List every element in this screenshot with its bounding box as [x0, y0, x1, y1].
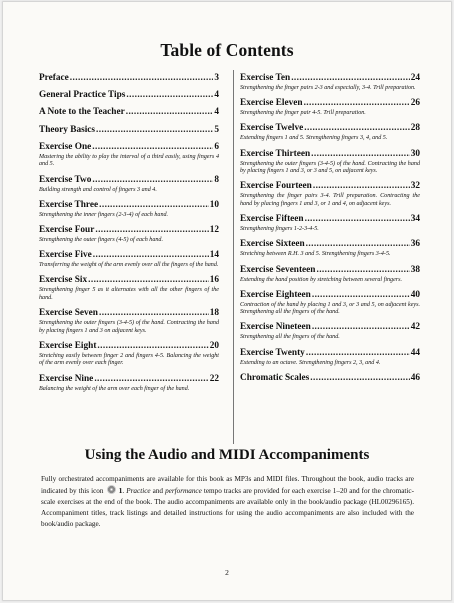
dot-leader: [306, 239, 410, 250]
toc-entry[interactable]: [240, 73, 420, 93]
toc-entry-title: Exercise Sixteen: [240, 239, 305, 250]
toc-entry-title: Preface: [39, 73, 69, 83]
audio-text-part: tempo tracks are provided for each exercise 1–20 and for the chromatic-scale exercises at the end of the book. The audio accompaniments are available only in the book/audio package (HL00296165). Accompaniment titles, track listings and detailed instructions for using the audio accompaniments are also included with the book/audio package.: [41, 486, 415, 528]
toc-entry-row: [39, 275, 219, 286]
toc-entry-page: 18: [209, 308, 219, 319]
toc-entry-description: Strengthening finger 5 as it alternates with all the other fingers of the hand.: [39, 287, 219, 301]
dot-leader: [70, 73, 214, 84]
toc-entry-page: 4: [214, 90, 219, 101]
toc-entry-title: Exercise Two: [39, 174, 92, 185]
toc-entry-row: [39, 374, 219, 385]
toc-entry-row: [240, 265, 420, 276]
toc-entry[interactable]: [240, 98, 420, 118]
toc-entry-title: Exercise Eleven: [240, 98, 303, 109]
audio-section-title: Using the Audio and MIDI Accompaniments: [84, 447, 370, 463]
toc-entry-row: [240, 322, 420, 333]
toc-entry-page: 24: [410, 73, 420, 83]
toc-entry-row: [39, 90, 219, 101]
toc-entry-row: [39, 125, 219, 136]
toc-entry[interactable]: [39, 200, 219, 220]
dot-leader: [92, 142, 213, 153]
dot-leader: [312, 290, 410, 301]
toc-entry[interactable]: [39, 90, 219, 101]
toc-entry-description: Transferring the weight of the arm evenly over all the fingers of the hand.: [39, 262, 219, 269]
toc-entry-row: [39, 107, 219, 118]
toc-entry-row: [240, 73, 420, 84]
toc-entry-page: 16: [209, 275, 219, 286]
toc-entry-description: Contraction of the hand by placing 1 and 3, or 3 and 5, on adjacent keys. Strengthening all the fingers of the hand.: [240, 301, 420, 316]
dot-leader: [95, 225, 208, 236]
dot-leader: [126, 90, 213, 101]
toc-entry-title: Chromatic Scales: [240, 372, 310, 383]
toc-entry[interactable]: [240, 322, 420, 342]
toc-entry-page: 4: [214, 107, 219, 118]
toc-entry-row: [240, 239, 420, 250]
toc-entry-row: [39, 175, 219, 186]
toc-entry-description: Mastering the ability to play the interval of a third easily, using fingers 4 and 5.: [39, 153, 219, 168]
toc-entry-title: A Note to the Teacher: [39, 107, 125, 118]
toc-entry-title: Exercise Seventeen: [240, 264, 316, 275]
toc-entry-description: Strengthening the outer fingers (3-4-5) of the hand. Contracting the hand by placing fingers 1 and 3 on adjacent keys.: [39, 320, 219, 334]
toc-entry[interactable]: [39, 175, 219, 195]
toc-entry-page: 34: [410, 214, 420, 225]
toc-entry-row: [240, 290, 420, 301]
toc-entry-title: Exercise Twelve: [240, 123, 304, 134]
toc-entry-title: Exercise Fifteen: [240, 214, 304, 225]
toc-entry-page: 3: [214, 73, 219, 83]
toc-entry-title: Exercise Three: [39, 199, 99, 210]
toc-entry-title: Exercise One: [39, 141, 92, 152]
toc-entry[interactable]: [240, 373, 420, 384]
track-number: 1: [118, 485, 123, 495]
toc-entry-title: Exercise Five: [39, 250, 92, 261]
toc-entry-title: Exercise Nine: [39, 373, 94, 384]
toc-entry-description: Strengthening the finger pairs 2-3 and especially, 3-4. Trill preparation.: [240, 85, 416, 91]
dot-leader: [313, 181, 410, 192]
toc-entry-page: 36: [410, 239, 420, 250]
toc-left-column: [39, 73, 219, 399]
toc-entry-page: 12: [209, 224, 219, 235]
dot-leader: [316, 265, 409, 276]
performance-term: performance: [165, 486, 202, 495]
toc-entry-description: Strengthening the outer fingers (4-5) of each hand.: [39, 236, 163, 243]
toc-entry-page: 30: [410, 148, 420, 159]
dot-leader: [306, 348, 410, 359]
toc-entry[interactable]: [39, 73, 219, 84]
toc-entry-description: Strengthening the finger pairs 3-4. Trill preparation. Contracting the hand by placing fingers 1 and 3, or 1 and 4, on adjacent keys.: [240, 193, 420, 207]
toc-entry-row: [240, 123, 420, 134]
audio-section-text: [41, 474, 414, 530]
toc-entry-description: Stretching between R.H. 3 and 5. Strengthening fingers 3-4-5.: [240, 251, 391, 258]
toc-entry[interactable]: [39, 374, 219, 394]
toc-entry-title: Exercise Eight: [39, 340, 97, 351]
toc-entry-title: Theory Basics: [39, 124, 96, 135]
audio-text-part: and: [150, 486, 166, 495]
toc-entry-page: 5: [214, 124, 219, 135]
toc-entry[interactable]: [39, 275, 219, 302]
toc-entry-description: Extending to an octave. Strengthening fingers 2, 3, and 4.: [240, 359, 381, 366]
toc-entry-description: Strengthening the inner fingers (2-3-4) of each hand.: [39, 211, 169, 218]
toc-entry-title: Exercise Ten: [240, 73, 291, 83]
toc-entry-row: [240, 348, 420, 359]
toc-title: Table of Contents: [160, 40, 294, 60]
toc-entry[interactable]: [39, 341, 219, 368]
toc-entry-row: [240, 373, 420, 384]
page-number: 2: [225, 568, 229, 577]
toc-entry[interactable]: [39, 225, 219, 245]
toc-entry[interactable]: [240, 123, 420, 143]
toc-entry-row: [240, 181, 420, 192]
toc-entry-page: 8: [214, 174, 219, 185]
dot-leader: [88, 275, 209, 286]
toc-entry-title: Exercise Thirteen: [240, 148, 311, 159]
toc-entry-title: Exercise Eighteen: [240, 289, 311, 300]
toc-entry[interactable]: [240, 239, 420, 259]
practice-term: Practice: [126, 486, 151, 495]
dot-leader: [99, 200, 209, 211]
toc-entry-title: Exercise Nineteen: [240, 322, 311, 333]
toc-entry-row: [240, 214, 420, 225]
audio-text-part: Fully orchestrated accompaniments are available for this book as MP3s and MIDI files. Throughout the book, audio tracks are indicated by this icon: [41, 475, 414, 495]
toc-entry-description: Extending fingers 1 and 5. Strengthening fingers 3, 4, and 5.: [240, 135, 388, 142]
toc-right-column: [240, 73, 420, 390]
toc-entry-row: [39, 341, 219, 352]
toc-entry-row: [39, 250, 219, 261]
audio-text-part: .: [122, 486, 127, 495]
toc-entry-row: [240, 98, 420, 109]
toc-entry-page: 44: [410, 347, 420, 358]
dot-leader: [126, 107, 214, 118]
toc-entry-description: Stretching easily between finger 2 and fingers 4-5. Balancing the weight of the arm evenly over each finger.: [39, 352, 219, 367]
toc-entry-description: Strengthening the finger pair 4-5. Trill preparation.: [240, 110, 366, 117]
toc-entry[interactable]: [240, 214, 420, 234]
toc-entry-title: Exercise Seven: [39, 308, 98, 319]
dot-leader: [96, 125, 213, 136]
toc-entry-page: 26: [410, 98, 420, 109]
toc-entry-description: Extending the hand position by stretching between several fingers.: [240, 276, 403, 283]
toc-entry-title: Exercise Six: [39, 275, 88, 286]
toc-entry[interactable]: [39, 107, 219, 118]
dot-leader: [99, 308, 209, 319]
toc-entry-page: 20: [209, 340, 219, 351]
dot-leader: [311, 149, 410, 160]
dot-leader: [92, 175, 213, 186]
dot-leader: [291, 73, 410, 84]
toc-entry-description: Strengthening fingers 1-2-3-4-5.: [240, 226, 319, 233]
toc-entry-page: 42: [410, 322, 420, 333]
dot-leader: [304, 123, 409, 134]
toc-entry-page: 6: [214, 141, 219, 152]
toc-entry[interactable]: [240, 265, 420, 285]
toc-entry-row: [240, 149, 420, 160]
dot-leader: [305, 214, 410, 225]
toc-entry-page: 22: [209, 373, 219, 384]
toc-entry[interactable]: [39, 142, 219, 169]
dot-leader: [97, 341, 208, 352]
toc-entry-title: Exercise Twenty: [240, 347, 305, 358]
document-page: [3, 2, 451, 600]
toc-entry-page: 14: [209, 250, 219, 261]
toc-entry-description: Balancing the weight of the arm over each finger of the hand.: [39, 385, 190, 392]
toc-entry[interactable]: [240, 149, 420, 176]
toc-entry-row: [39, 142, 219, 153]
toc-entry-description: Building strength and control of fingers 3 and 4.: [39, 186, 157, 193]
toc-entry[interactable]: [39, 250, 219, 270]
toc-entry-page: 46: [410, 372, 420, 383]
toc-entry-row: [39, 225, 219, 236]
toc-entry-page: 40: [410, 289, 420, 300]
toc-entry[interactable]: [39, 125, 219, 136]
cd-icon: [107, 485, 116, 494]
dot-leader: [304, 98, 410, 109]
toc-entry-page: 38: [410, 264, 420, 275]
toc-entry[interactable]: [240, 348, 420, 368]
dot-leader: [312, 322, 410, 333]
dot-leader: [310, 373, 409, 384]
toc-entry[interactable]: [240, 290, 420, 317]
toc-entry-page: 32: [410, 181, 420, 192]
toc-entry-title: Exercise Fourteen: [240, 181, 312, 192]
toc-entry-row: [39, 308, 219, 319]
toc-entry-row: [39, 200, 219, 211]
toc-entry-title: General Practice Tips: [39, 90, 126, 101]
toc-entry-description: Strengthening all the fingers of the hand.: [240, 334, 340, 341]
toc-entry-row: [39, 73, 219, 84]
dot-leader: [93, 250, 209, 261]
dot-leader: [94, 374, 208, 385]
toc-entry[interactable]: [39, 308, 219, 335]
toc-entry-page: 10: [209, 199, 219, 210]
toc-entry-description: Strengthening the outer fingers (3-4-5) of the hand. Contracting the hand by placing fingers 1 and 3, or 3 and 5, on adjacent keys.: [240, 160, 420, 175]
toc-entry[interactable]: [240, 181, 420, 208]
toc-entry-page: 28: [410, 123, 420, 134]
toc-entry-title: Exercise Four: [39, 224, 95, 235]
column-divider: [233, 70, 234, 444]
